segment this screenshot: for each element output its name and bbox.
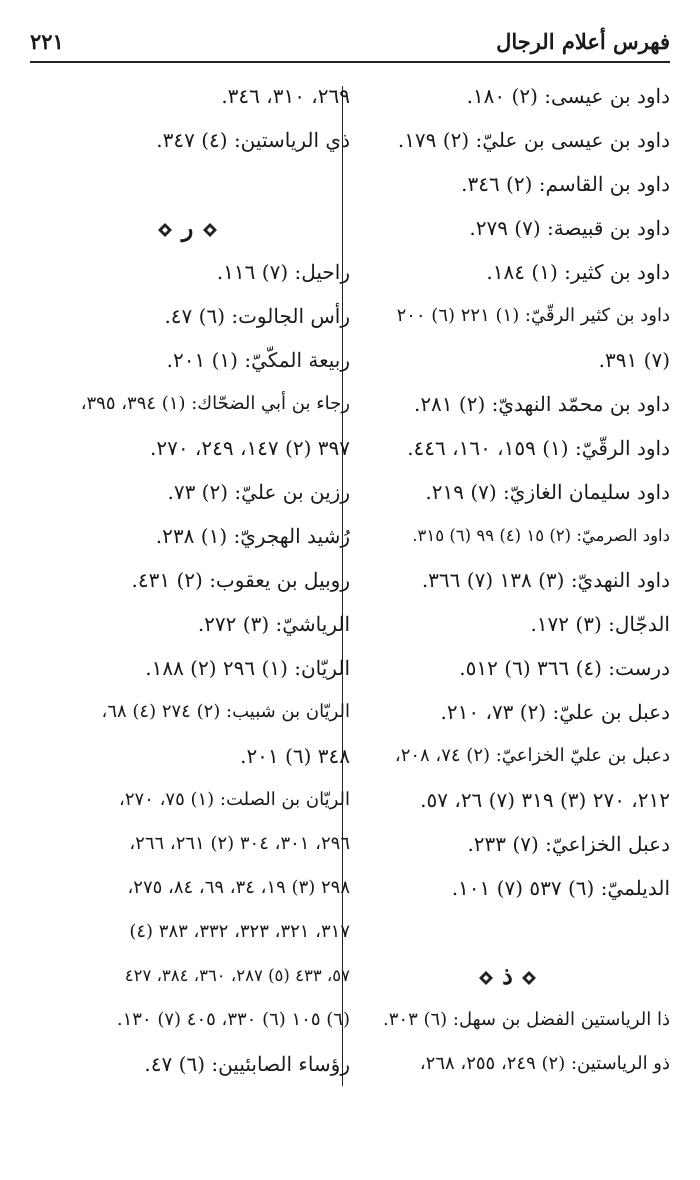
index-entry: ربيعة المكّيّ: (١) ٢٠١.	[166, 348, 350, 372]
index-entry: ذو الرياستين: (٢) ٢٤٩، ٢٥٥، ٢٦٨،	[419, 1053, 670, 1074]
index-entry: داود بن عيسى بن عليّ: (٢) ١٧٩.	[397, 128, 670, 152]
left-column	[25, 74, 350, 1086]
page-number: ٢٢١	[30, 28, 64, 54]
ornament-icon	[478, 970, 494, 986]
index-entry-continuation: ٢٩٦، ٣٠١، ٣٠٤ (٢) ٢٦١، ٢٦٦،	[129, 833, 350, 854]
index-entry: ذا الرياستين الفضل بن سهل: (٦) ٣٠٣.	[383, 1009, 670, 1030]
index-entry-continuation: ٥٧، ٤٣٣ (٥) ٢٨٧، ٣٦٠، ٣٨٤، ٤٢٧	[124, 966, 350, 985]
index-entry: ذي الرياستين: (٤) ٣٤٧.	[156, 128, 350, 152]
index-entry: الريّان بن شبيب: (٢) ٢٧٤ (٤) ٦٨،	[101, 701, 350, 722]
index-entry-continuation: ٢٦٩، ٣١٠، ٣٤٦.	[221, 84, 350, 108]
index-entry: داود الصرميّ: (٢) ١٥ (٤) ٩٩ (٦) ٣١٥.	[412, 526, 670, 545]
index-entry: الديلميّ: (٦) ٥٣٧ (٧) ١٠١.	[451, 876, 670, 900]
index-entry: داود بن عيسى: (٢) ١٨٠.	[466, 84, 670, 108]
ornament-icon	[157, 222, 173, 238]
index-entry-continuation: (٧) ٣٩١.	[598, 348, 670, 372]
index-entry-continuation: ٢٩٨ (٣) ١٩، ٣٤، ٦٩، ٨٤، ٢٧٥،	[127, 877, 350, 898]
right-column	[345, 74, 670, 1086]
index-entry: رجاء بن أبي الضحّاك: (١) ٣٩٤، ٣٩٥،	[80, 393, 350, 414]
section-letter: ر	[181, 213, 194, 242]
header-rule	[30, 61, 670, 63]
index-entry: رُشيد الهجريّ: (١) ٢٣٨.	[155, 524, 350, 548]
index-entry: دعبل الخزاعيّ: (٧) ٢٣٣.	[467, 832, 670, 856]
index-entry: الريّان بن الصلت: (١) ٧٥، ٢٧٠،	[119, 789, 350, 810]
ornament-icon	[202, 222, 218, 238]
running-title: فهرس أعلام الرجال	[496, 28, 670, 54]
page-header	[30, 24, 670, 58]
index-entry-continuation: ٢١٢، ٢٧٠ (٣) ٣١٩ (٧) ٢٦، ٥٧.	[420, 788, 670, 812]
index-entry: رؤساء الصابئيين: (٦) ٤٧.	[144, 1052, 350, 1076]
index-entry: داود بن كثير الرقّيّ: (١) ٢٢١ (٦) ٢٠٠	[396, 305, 670, 326]
index-entry: رزين بن عليّ: (٢) ٧٣.	[167, 480, 350, 504]
section-letter: ذ	[502, 961, 513, 990]
index-entry: داود بن كثير: (١) ١٨٤.	[486, 260, 670, 284]
index-entry-continuation: ٣٩٧ (٢) ١٤٧، ٢٤٩، ٢٧٠.	[149, 436, 350, 460]
index-entry: الريّان: (١) ٢٩٦ (٢) ١٨٨.	[145, 656, 350, 680]
index-entry: دعبل بن عليّ الخزاعيّ: (٢) ٧٤، ٢٠٨،	[394, 745, 670, 766]
index-entry: داود بن قبيصة: (٧) ٢٧٩.	[469, 216, 670, 240]
section-heading-dhal	[345, 954, 670, 998]
index-entry: درست: (٤) ٣٦٦ (٦) ٥١٢.	[459, 656, 670, 680]
index-entry: داود بن القاسم: (٢) ٣٤٦.	[461, 172, 670, 196]
index-entry: دعبل بن عليّ: (٢) ٧٣، ٢١٠.	[440, 700, 670, 724]
index-entry: داود سليمان الغازيّ: (٧) ٢١٩.	[425, 480, 670, 504]
index-entry: داود الرقّيّ: (١) ١٥٩، ١٦٠، ٤٤٦.	[407, 436, 670, 460]
index-entry: روبيل بن يعقوب: (٢) ٤٣١.	[131, 568, 350, 592]
index-entry: الرياشيّ: (٣) ٢٧٢.	[197, 612, 350, 636]
index-entry: الدجّال: (٣) ١٧٢.	[530, 612, 670, 636]
index-entry: داود النهديّ: (٣) ١٣٨ (٧) ٣٦٦.	[421, 568, 670, 592]
index-entry: داود بن محمّد النهديّ: (٢) ٢٨١.	[413, 392, 670, 416]
index-entry: رأس الجالوت: (٦) ٤٧.	[164, 304, 350, 328]
index-entry: راحيل: (٧) ١١٦.	[216, 260, 350, 284]
index-entry-continuation: ٣٤٨ (٦) ٢٠١.	[240, 744, 350, 768]
section-heading-ra	[25, 206, 350, 250]
index-entry-continuation: ٣١٧، ٣٢١، ٣٢٣، ٣٣٢، ٣٨٣ (٤)	[129, 921, 350, 942]
ornament-icon	[521, 970, 537, 986]
index-entry-continuation: (٦) ١٠٥ (٦) ٣٣٠، ٤٠٥ (٧) ١٣٠.	[116, 1009, 350, 1030]
